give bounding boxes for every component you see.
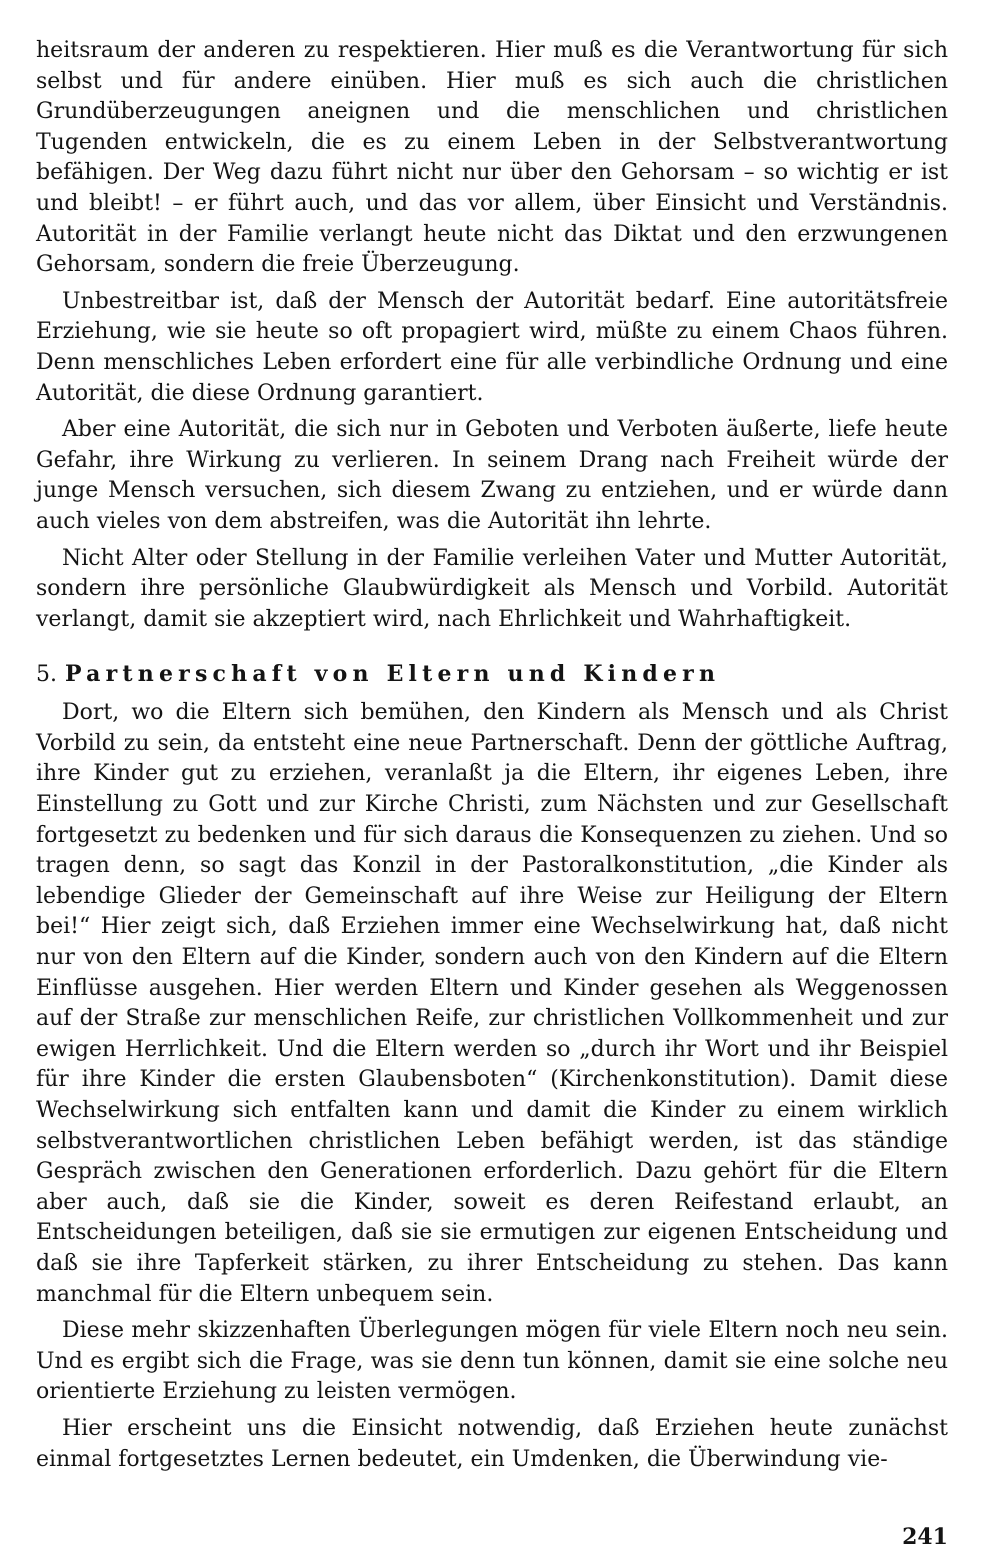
page-number: 241	[902, 1524, 948, 1550]
paragraph-partnership: Dort, wo die Eltern sich bemühen, den Kindern als Mensch und als Christ Vorbild zu sein, da entsteht eine neue Partnerschaft. Denn der göttliche Auftrag, ihre Kinder gut zu erziehen, veranlaßt ja die Eltern, ihr eigenes Leben, ihre Einstellung zu Gott und zur Kirche Christi, zum Nächsten und zur Gesellschaft fortgesetzt zu bedenken und für sich daraus die Konsequenzen zu ziehen. Und so tragen denn, so sagt das Konzil in der Pastoralkonstitution, „die Kinder als lebendige Glieder der Gemeinschaft auf ihre Weise zur Heiligung der Eltern bei!“ Hier zeigt sich, daß Erziehen immer eine Wechselwirkung hat, daß nicht nur von den Eltern auf die Kinder, sondern auch von den Kindern auf die Eltern Einflüsse ausgehen. Hier werden Eltern und Kinder gesehen als Weggenossen auf der Straße zur menschlichen Reife, zur christlichen Vollkommenheit und zur ewigen Herrlichkeit. Und die Eltern werden so „durch ihr Wort und ihr Beispiel für ihre Kinder die ersten Glaubensboten“ (Kirchenkonstitution). Damit diese Wechselwirkung sich entfalten kann und damit die Kinder zu einem wirklich selbstverantwortlichen christlichen Leben befähigt werden, ist das ständige Gespräch zwischen den Generationen erforderlich. Dazu gehört für die Eltern aber auch, daß sie die Kinder, soweit es deren Reifestand erlaubt, an Entscheidungen beteiligen, daß sie sie ermutigen zur eigenen Entscheidung und daß sie ihre Tapferkeit stärken, zu ihrer Entscheidung zu stehen. Das kann manchmal für die Eltern unbequem sein.	[36, 700, 948, 1307]
paragraph-reflections: Diese mehr skizzenhaften Überlegungen mögen für viele Eltern noch neu sein. Und es ergibt sich die Frage, was sie denn tun können, damit sie eine solche neu orientierte Erziehung zu leisten vermögen.	[36, 1318, 948, 1405]
paragraph-authority-danger: Aber eine Autorität, die sich nur in Geboten und Verboten äußerte, liefe heute Gefahr, ihre Wirkung zu verlieren. In seinem Drang nach Freiheit würde der junge Mensch versuchen, sich diesem Zwang zu entziehen, und er würde dann auch vieles von dem abstreifen, was die Autorität ihn lehrte.	[36, 417, 948, 534]
paragraph-learning: Hier erscheint uns die Einsicht notwendig, daß Erziehen heute zunächst einmal fortgesetztes Lernen bedeutet, ein Umdenken, die Überwindung vie-	[36, 1415, 948, 1472]
paragraph-credibility: Nicht Alter oder Stellung in der Familie verleihen Vater und Mutter Autorität, sondern ihre persönliche Glaubwürdigkeit als Mensch und Vorbild. Autorität verlangt, damit sie akzeptiert wird, nach Ehrlichkeit und Wahrhaftigkeit.	[36, 545, 948, 632]
paragraph-authority-need: Unbestreitbar ist, daß der Mensch der Autorität bedarf. Eine autoritätsfreie Erziehung, wie sie heute so oft propagiert wird, müßte zu einem Chaos führen. Denn menschliches Leben erfordert eine für alle verbindliche Ordnung und eine Autorität, die diese Ordnung garantiert.	[36, 288, 948, 406]
section-number: 5.	[36, 662, 57, 688]
section-title: Partnerschaft von Eltern und Kindern	[65, 661, 721, 688]
section-heading	[36, 657, 948, 692]
paragraph-autonomy: heitsraum der anderen zu respektieren. Hier muß es die Verantwortung für sich selbst und für andere einüben. Hier muß es sich auch die christlichen Grundüberzeugungen aneignen und die menschlichen und christlichen Tugenden entwickeln, die es zu einem Leben in der Selbstverantwortung befähigen. Der Weg dazu führt nicht nur über den Gehorsam – so wichtig er ist und bleibt! – er führt auch, und das vor allem, über Einsicht und Verständnis. Autorität in der Familie verlangt heute nicht das Diktat und den erzwungenen Gehorsam, sondern die freie Überzeugung.	[36, 38, 948, 278]
page-body	[36, 36, 948, 1475]
